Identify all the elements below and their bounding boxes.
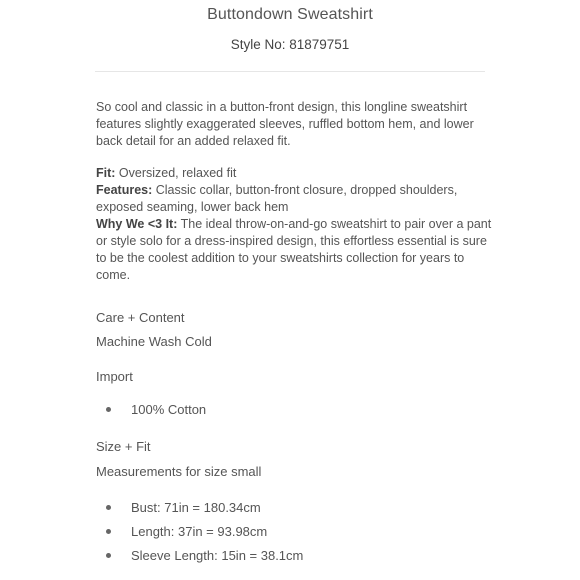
list-item: [106, 402, 206, 417]
header-divider: [95, 71, 485, 72]
product-description: So cool and classic in a button-front design, this longline sweatshirt features slightly exaggerated sleeves, ruffled bottom hem, and lower back detail for an added relaxed fit.: [96, 100, 474, 148]
product-title: Buttondown Sweatshirt: [207, 6, 373, 23]
features-label: Features:: [96, 183, 153, 197]
style-number: Style No: 81879751: [230, 37, 350, 52]
fit-label: Fit:: [96, 166, 116, 180]
why-value: The ideal throw-on-and-go sweatshirt to pair over a pant or style solo for a dress-inspired design, this effortless essential is sure to be the coolest addition to your sweatshirts collection for years to come.: [96, 217, 492, 282]
care-content-heading: Care + Content: [96, 310, 185, 325]
measurements-subheading: Measurements for size small: [96, 464, 262, 479]
material-item: 100% Cotton: [131, 402, 207, 417]
why-spec: [96, 216, 496, 284]
bullet-icon: [106, 407, 111, 412]
list-item: [106, 548, 303, 563]
measurement-length: Length: 37in = 93.98cm: [131, 524, 268, 539]
measurement-bust: Bust: 71in = 180.34cm: [131, 500, 261, 515]
product-details: [96, 99, 496, 284]
features-spec: [96, 182, 496, 216]
bullet-icon: [106, 529, 111, 534]
list-item: [106, 500, 261, 515]
measurement-sleeve: Sleeve Length: 15in = 38.1cm: [131, 548, 304, 563]
fit-value: Oversized, relaxed fit: [115, 166, 237, 180]
fit-spec: [96, 165, 496, 182]
wash-instructions: Machine Wash Cold: [96, 334, 212, 349]
list-item: [106, 524, 267, 539]
bullet-icon: [106, 553, 111, 558]
origin-label: Import: [96, 369, 133, 384]
size-fit-heading: Size + Fit: [96, 439, 151, 454]
bullet-icon: [106, 505, 111, 510]
features-value: Classic collar, button-front closure, dropped shoulders, exposed seaming, lower back hem: [96, 183, 458, 214]
why-label: Why We <3 It:: [96, 217, 178, 231]
